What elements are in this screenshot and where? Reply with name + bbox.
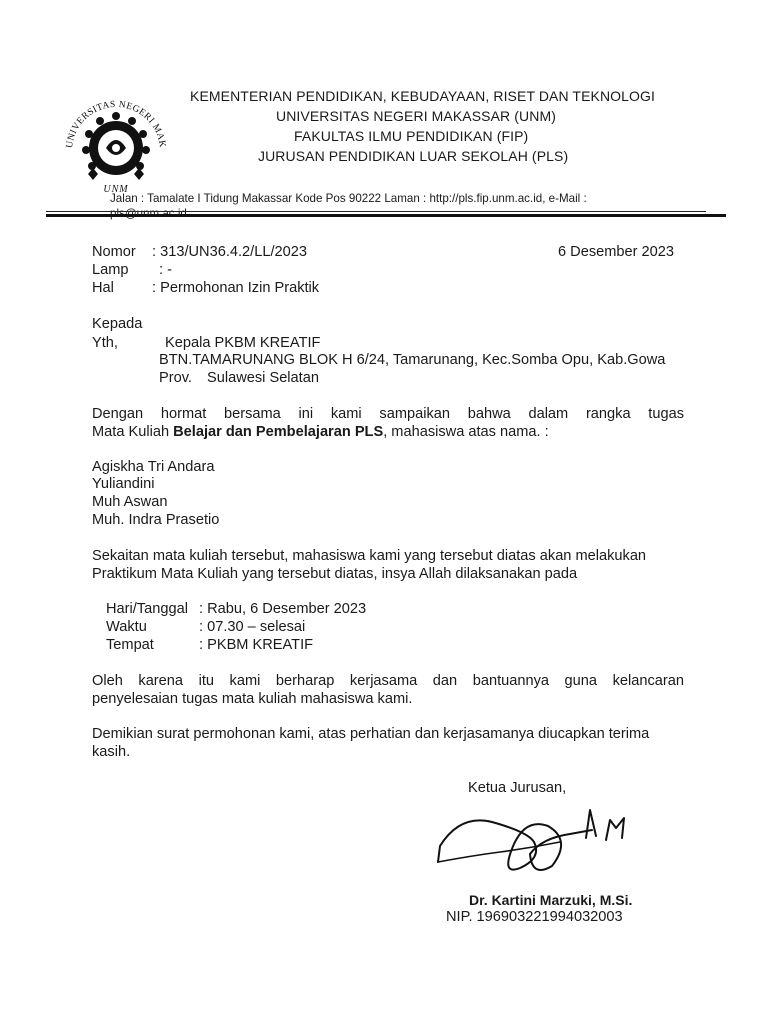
student-name: Yuliandini bbox=[92, 476, 155, 492]
schedule-value: : Rabu, 6 Desember 2023 bbox=[199, 601, 367, 617]
nomor-label: Nomor bbox=[92, 244, 136, 260]
student-name: Muh. Indra Prasetio bbox=[92, 512, 220, 528]
schedule-label: Hari/Tanggal bbox=[106, 601, 188, 617]
schedule-value: : 07.30 – selesai bbox=[199, 619, 306, 635]
hal-value: : Permohonan Izin Praktik bbox=[152, 280, 320, 296]
context-line-1: Sekaitan mata kuliah tersebut, mahasiswa kami yang tersebut diatas akan melakukan bbox=[92, 548, 647, 564]
signature-nip: NIP. 196903221994032003 bbox=[446, 909, 623, 925]
signature-name: Dr. Kartini Marzuki, M.Si. bbox=[469, 892, 633, 908]
seal-abbr: UNM bbox=[103, 184, 129, 195]
schedule-value: : PKBM KREATIF bbox=[199, 637, 314, 653]
university-seal bbox=[60, 96, 170, 196]
course-name: Belajar dan Pembelajaran PLS bbox=[173, 423, 384, 440]
closing-paragraph bbox=[92, 673, 684, 708]
letterhead-rule-thin bbox=[46, 211, 706, 212]
intro-line-2-post: , mahasiswa atas nama. : bbox=[383, 423, 549, 440]
student-name: Agiskha Tri Andara bbox=[92, 459, 215, 475]
schedule-label: Tempat bbox=[106, 637, 154, 653]
seal-text: UNIVERSITAS NEGERI MAK bbox=[65, 99, 167, 149]
closing-line-2: penyelesaian tugas mata kuliah mahasiswa kami. bbox=[92, 690, 413, 707]
recipient-address: BTN.TAMARUNANG BLOK H 6/24, Tamarunang, Kec.Somba Opu, Kab.Gowa bbox=[159, 352, 666, 368]
yth-label: Yth, bbox=[92, 335, 118, 351]
nomor-value: : 313/UN36.4.2/LL/2023 bbox=[152, 244, 307, 260]
recipient-province: Sulawesi Selatan bbox=[207, 370, 319, 386]
hal-label: Hal bbox=[92, 280, 114, 296]
schedule-label: Waktu bbox=[106, 619, 147, 635]
intro-paragraph bbox=[92, 406, 684, 441]
lamp-value: : - bbox=[159, 262, 172, 278]
ministry-name: KEMENTERIAN PENDIDIKAN, KEBUDAYAAN, RISET DAN TEKNOLOGI bbox=[190, 88, 656, 104]
student-name: Muh Aswan bbox=[92, 494, 168, 510]
context-line-2: Praktikum Mata Kuliah yang tersebut diatas, insya Allah dilaksanakan pada bbox=[92, 566, 578, 582]
unm-logo-icon bbox=[60, 96, 170, 196]
kepada-label: Kepada bbox=[92, 316, 143, 332]
handwritten-signature bbox=[430, 806, 640, 886]
intro-line-1: Dengan hormat bersama ini kami sampaikan bahwa dalam rangka tugas bbox=[92, 406, 684, 422]
signature-title: Ketua Jurusan, bbox=[468, 780, 567, 796]
faculty-name: FAKULTAS ILMU PENDIDIKAN (FIP) bbox=[294, 128, 529, 144]
lamp-label: Lamp bbox=[92, 262, 129, 278]
letterhead-rule-thick bbox=[46, 214, 726, 217]
final-line-2: kasih. bbox=[92, 744, 131, 760]
letter-date: 6 Desember 2023 bbox=[558, 244, 675, 260]
department-name: JURUSAN PENDIDIKAN LUAR SEKOLAH (PLS) bbox=[258, 148, 569, 164]
university-name: UNIVERSITAS NEGERI MAKASSAR (UNM) bbox=[276, 108, 556, 124]
final-line-1: Demikian surat permohonan kami, atas perhatian dan kerjasamanya diucapkan terima bbox=[92, 726, 650, 742]
recipient-name: Kepala PKBM KREATIF bbox=[165, 335, 321, 351]
closing-line-1: Oleh karena itu kami berharap kerjasama dan bantuannya guna kelancaran bbox=[92, 673, 684, 689]
address-line: Jalan : Tamalate I Tidung Makassar Kode Pos 90222 Laman : http://pls.fip.unm.ac.id, e-Mail : bbox=[110, 192, 587, 205]
signature-scribble-icon bbox=[430, 806, 640, 886]
intro-line-2-pre: Mata Kuliah bbox=[92, 423, 174, 440]
recipient-province-prefix: Prov. bbox=[159, 370, 192, 386]
intro-line-2 bbox=[92, 424, 684, 442]
